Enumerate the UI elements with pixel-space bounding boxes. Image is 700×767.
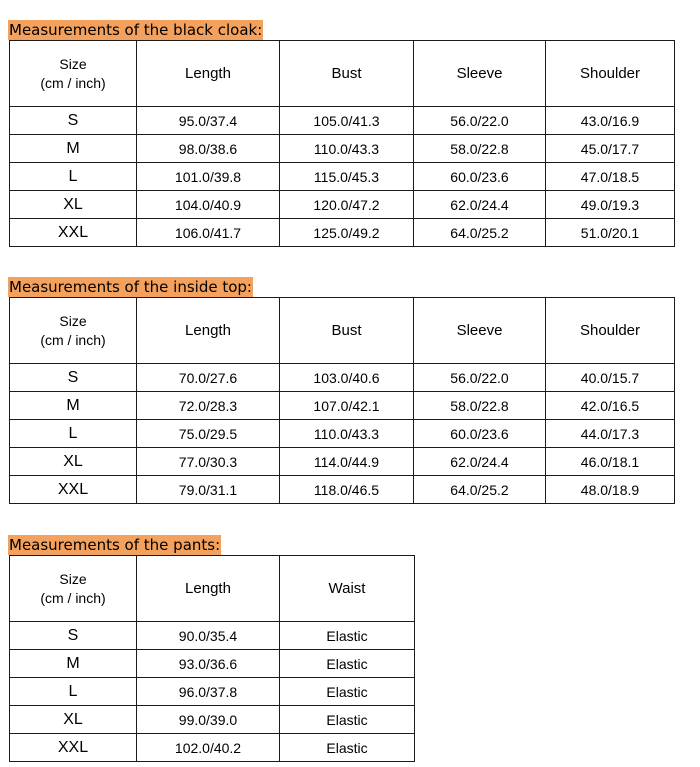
table-row	[10, 734, 415, 762]
shoulder-cell: 48.0/18.9	[546, 476, 675, 504]
shoulder-cell: 51.0/20.1	[546, 219, 675, 247]
shoulder-cell: 40.0/15.7	[546, 364, 675, 392]
sleeve-cell: 56.0/22.0	[414, 107, 546, 135]
waist-column-header: Waist	[280, 556, 415, 622]
bust-cell: 115.0/45.3	[280, 163, 414, 191]
table-row	[10, 135, 675, 163]
table-header-row	[10, 556, 415, 622]
top-section-title: Measurements of the inside top:	[9, 278, 252, 296]
bust-cell: 114.0/44.9	[280, 448, 414, 476]
sleeve-cell: 64.0/25.2	[414, 219, 546, 247]
size-header-unit: (cm / inch)	[40, 331, 106, 348]
waist-cell: Elastic	[280, 622, 415, 650]
sleeve-cell: 58.0/22.8	[414, 392, 546, 420]
bust-column-header: Bust	[280, 298, 414, 364]
table-row	[10, 650, 415, 678]
size-cell: L	[10, 420, 137, 448]
length-cell: 96.0/37.8	[137, 678, 280, 706]
bust-column-header: Bust	[280, 41, 414, 107]
size-header-label: Size	[59, 570, 87, 587]
size-cell: XL	[10, 448, 137, 476]
size-cell: XXL	[10, 476, 137, 504]
sleeve-cell: 64.0/25.2	[414, 476, 546, 504]
shoulder-column-header: Shoulder	[546, 298, 675, 364]
shoulder-cell: 47.0/18.5	[546, 163, 675, 191]
length-cell: 93.0/36.6	[137, 650, 280, 678]
table-header-row	[10, 41, 675, 107]
table-row	[10, 448, 675, 476]
table-row	[10, 476, 675, 504]
size-column-header	[10, 298, 137, 364]
size-cell: M	[10, 392, 137, 420]
length-cell: 106.0/41.7	[137, 219, 280, 247]
size-header-unit: (cm / inch)	[40, 74, 106, 91]
size-cell: S	[10, 622, 137, 650]
size-header-label: Size	[59, 312, 87, 329]
length-cell: 79.0/31.1	[137, 476, 280, 504]
top-size-table	[9, 297, 675, 504]
size-header-unit: (cm / inch)	[40, 589, 106, 606]
sleeve-cell: 60.0/23.6	[414, 420, 546, 448]
waist-cell: Elastic	[280, 706, 415, 734]
size-cell: L	[10, 678, 137, 706]
table-header-row	[10, 298, 675, 364]
cloak-size-table	[9, 40, 675, 247]
length-cell: 90.0/35.4	[137, 622, 280, 650]
shoulder-cell: 43.0/16.9	[546, 107, 675, 135]
table-row	[10, 163, 675, 191]
length-cell: 99.0/39.0	[137, 706, 280, 734]
shoulder-cell: 42.0/16.5	[546, 392, 675, 420]
length-cell: 75.0/29.5	[137, 420, 280, 448]
length-column-header: Length	[137, 41, 280, 107]
size-cell: M	[10, 135, 137, 163]
pants-section-title: Measurements of the pants:	[9, 536, 221, 554]
waist-cell: Elastic	[280, 650, 415, 678]
table-row	[10, 706, 415, 734]
shoulder-cell: 46.0/18.1	[546, 448, 675, 476]
length-cell: 102.0/40.2	[137, 734, 280, 762]
waist-cell: Elastic	[280, 678, 415, 706]
size-cell: XXL	[10, 219, 137, 247]
size-header-label: Size	[59, 55, 87, 72]
size-column-header	[10, 556, 137, 622]
bust-cell: 110.0/43.3	[280, 420, 414, 448]
waist-cell: Elastic	[280, 734, 415, 762]
bust-cell: 118.0/46.5	[280, 476, 414, 504]
size-cell: L	[10, 163, 137, 191]
bust-cell: 120.0/47.2	[280, 191, 414, 219]
size-cell: XL	[10, 191, 137, 219]
bust-cell: 105.0/41.3	[280, 107, 414, 135]
sleeve-cell: 58.0/22.8	[414, 135, 546, 163]
table-row	[10, 622, 415, 650]
bust-cell: 125.0/49.2	[280, 219, 414, 247]
sleeve-column-header: Sleeve	[414, 41, 546, 107]
table-row	[10, 219, 675, 247]
pants-size-table	[9, 555, 415, 762]
shoulder-column-header: Shoulder	[546, 41, 675, 107]
bust-cell: 103.0/40.6	[280, 364, 414, 392]
length-cell: 70.0/27.6	[137, 364, 280, 392]
length-cell: 95.0/37.4	[137, 107, 280, 135]
shoulder-cell: 44.0/17.3	[546, 420, 675, 448]
table-row	[10, 107, 675, 135]
table-row	[10, 392, 675, 420]
length-cell: 104.0/40.9	[137, 191, 280, 219]
cloak-section-title: Measurements of the black cloak:	[9, 21, 263, 39]
length-column-header: Length	[137, 556, 280, 622]
sleeve-column-header: Sleeve	[414, 298, 546, 364]
shoulder-cell: 49.0/19.3	[546, 191, 675, 219]
table-row	[10, 191, 675, 219]
size-cell: S	[10, 107, 137, 135]
length-cell: 101.0/39.8	[137, 163, 280, 191]
length-cell: 72.0/28.3	[137, 392, 280, 420]
sleeve-cell: 62.0/24.4	[414, 448, 546, 476]
size-cell: XL	[10, 706, 137, 734]
bust-cell: 110.0/43.3	[280, 135, 414, 163]
table-row	[10, 678, 415, 706]
size-cell: S	[10, 364, 137, 392]
size-column-header	[10, 41, 137, 107]
bust-cell: 107.0/42.1	[280, 392, 414, 420]
table-row	[10, 420, 675, 448]
sleeve-cell: 62.0/24.4	[414, 191, 546, 219]
length-cell: 98.0/38.6	[137, 135, 280, 163]
length-cell: 77.0/30.3	[137, 448, 280, 476]
sleeve-cell: 60.0/23.6	[414, 163, 546, 191]
size-cell: M	[10, 650, 137, 678]
size-cell: XXL	[10, 734, 137, 762]
sleeve-cell: 56.0/22.0	[414, 364, 546, 392]
table-row	[10, 364, 675, 392]
length-column-header: Length	[137, 298, 280, 364]
shoulder-cell: 45.0/17.7	[546, 135, 675, 163]
